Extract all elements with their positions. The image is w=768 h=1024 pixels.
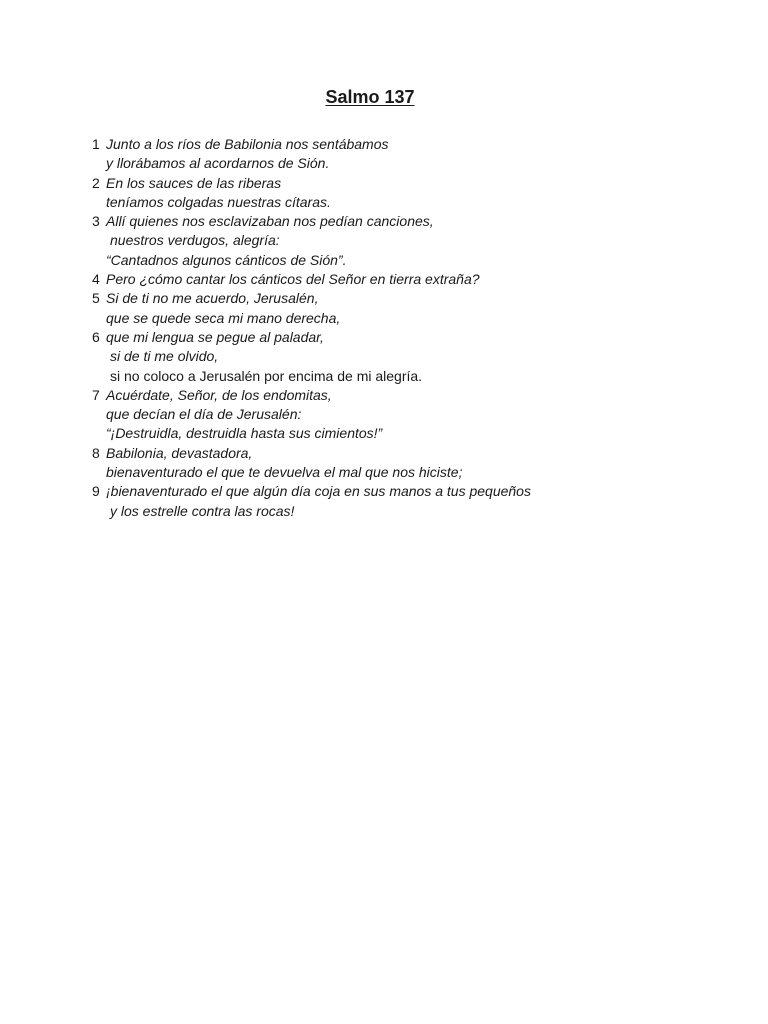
verse-number: 6 [92, 328, 100, 345]
verse-number: 8 [92, 444, 100, 461]
page-title [0, 87, 740, 108]
verse-line [92, 405, 732, 424]
verse-number: 7 [92, 386, 100, 403]
verse-text: Allí quienes nos esclavizaban nos pedían canciones, [106, 213, 434, 230]
verse-line [92, 289, 732, 308]
verse-text: “Cantadnos algunos cánticos de Sión”. [106, 251, 347, 268]
verse-text: si de ti me olvido, [110, 348, 219, 365]
verse-text: que decían el día de Jerusalén: [106, 406, 302, 423]
verse-number: 9 [92, 483, 100, 500]
verse-line [92, 135, 732, 154]
verse-line [92, 154, 732, 173]
verse-text: bienaventurado el que te devuelva el mal que nos hiciste; [106, 464, 463, 481]
title-text: Salmo 137 [325, 87, 415, 107]
verse-text: si no coloco a Jerusalén por encima de mi alegría. [110, 367, 423, 384]
verse-text: ¡bienaventurado el que algún día coja en sus manos a tus pequeños [106, 483, 531, 500]
verse-text: teníamos colgadas nuestras cítaras. [106, 193, 331, 210]
verse-text: En los sauces de las riberas [106, 174, 282, 191]
verse-line [92, 367, 732, 386]
verse-number: 5 [92, 290, 100, 307]
verse-text: que mi lengua se pegue al paladar, [106, 328, 324, 345]
verse-text: “¡Destruidla, destruidla hasta sus cimientos!” [106, 425, 383, 442]
verse-line [92, 502, 732, 521]
verse-number: 3 [92, 213, 100, 230]
verse-line [92, 463, 732, 482]
verse-number: 1 [92, 136, 100, 152]
verse-text: nuestros verdugos, alegría: [110, 232, 280, 249]
verse-line [92, 309, 732, 328]
verse-text: que se quede seca mi mano derecha, [106, 309, 341, 326]
verse-line [92, 212, 732, 231]
verse-text: Acuérdate, Señor, de los endomitas, [106, 386, 332, 403]
verse-number: 2 [92, 174, 100, 191]
verse-line [92, 482, 732, 501]
verse-text: Pero ¿cómo cantar los cánticos del Señor en tierra extraña? [106, 271, 480, 288]
verse-line [92, 270, 732, 289]
verse-line [92, 174, 732, 193]
verse-line [92, 386, 732, 405]
verse-text: y los estrelle contra las rocas! [110, 502, 295, 519]
verse-line [92, 424, 732, 443]
verse-text: Babilonia, devastadora, [106, 444, 253, 461]
verse-line [92, 193, 732, 212]
verse-line [92, 347, 732, 366]
verse-line [92, 444, 732, 463]
verse-number: 4 [92, 271, 100, 288]
verse-text: Si de ti no me acuerdo, Jerusalén, [106, 290, 319, 307]
verse-line [92, 231, 732, 250]
verse-line [92, 328, 732, 347]
psalm-body [92, 135, 732, 521]
verse-text: y llorábamos al acordarnos de Sión. [106, 155, 330, 172]
verse-line [92, 251, 732, 270]
verse-text: Junto a los ríos de Babilonia nos sentábamos [106, 136, 389, 152]
